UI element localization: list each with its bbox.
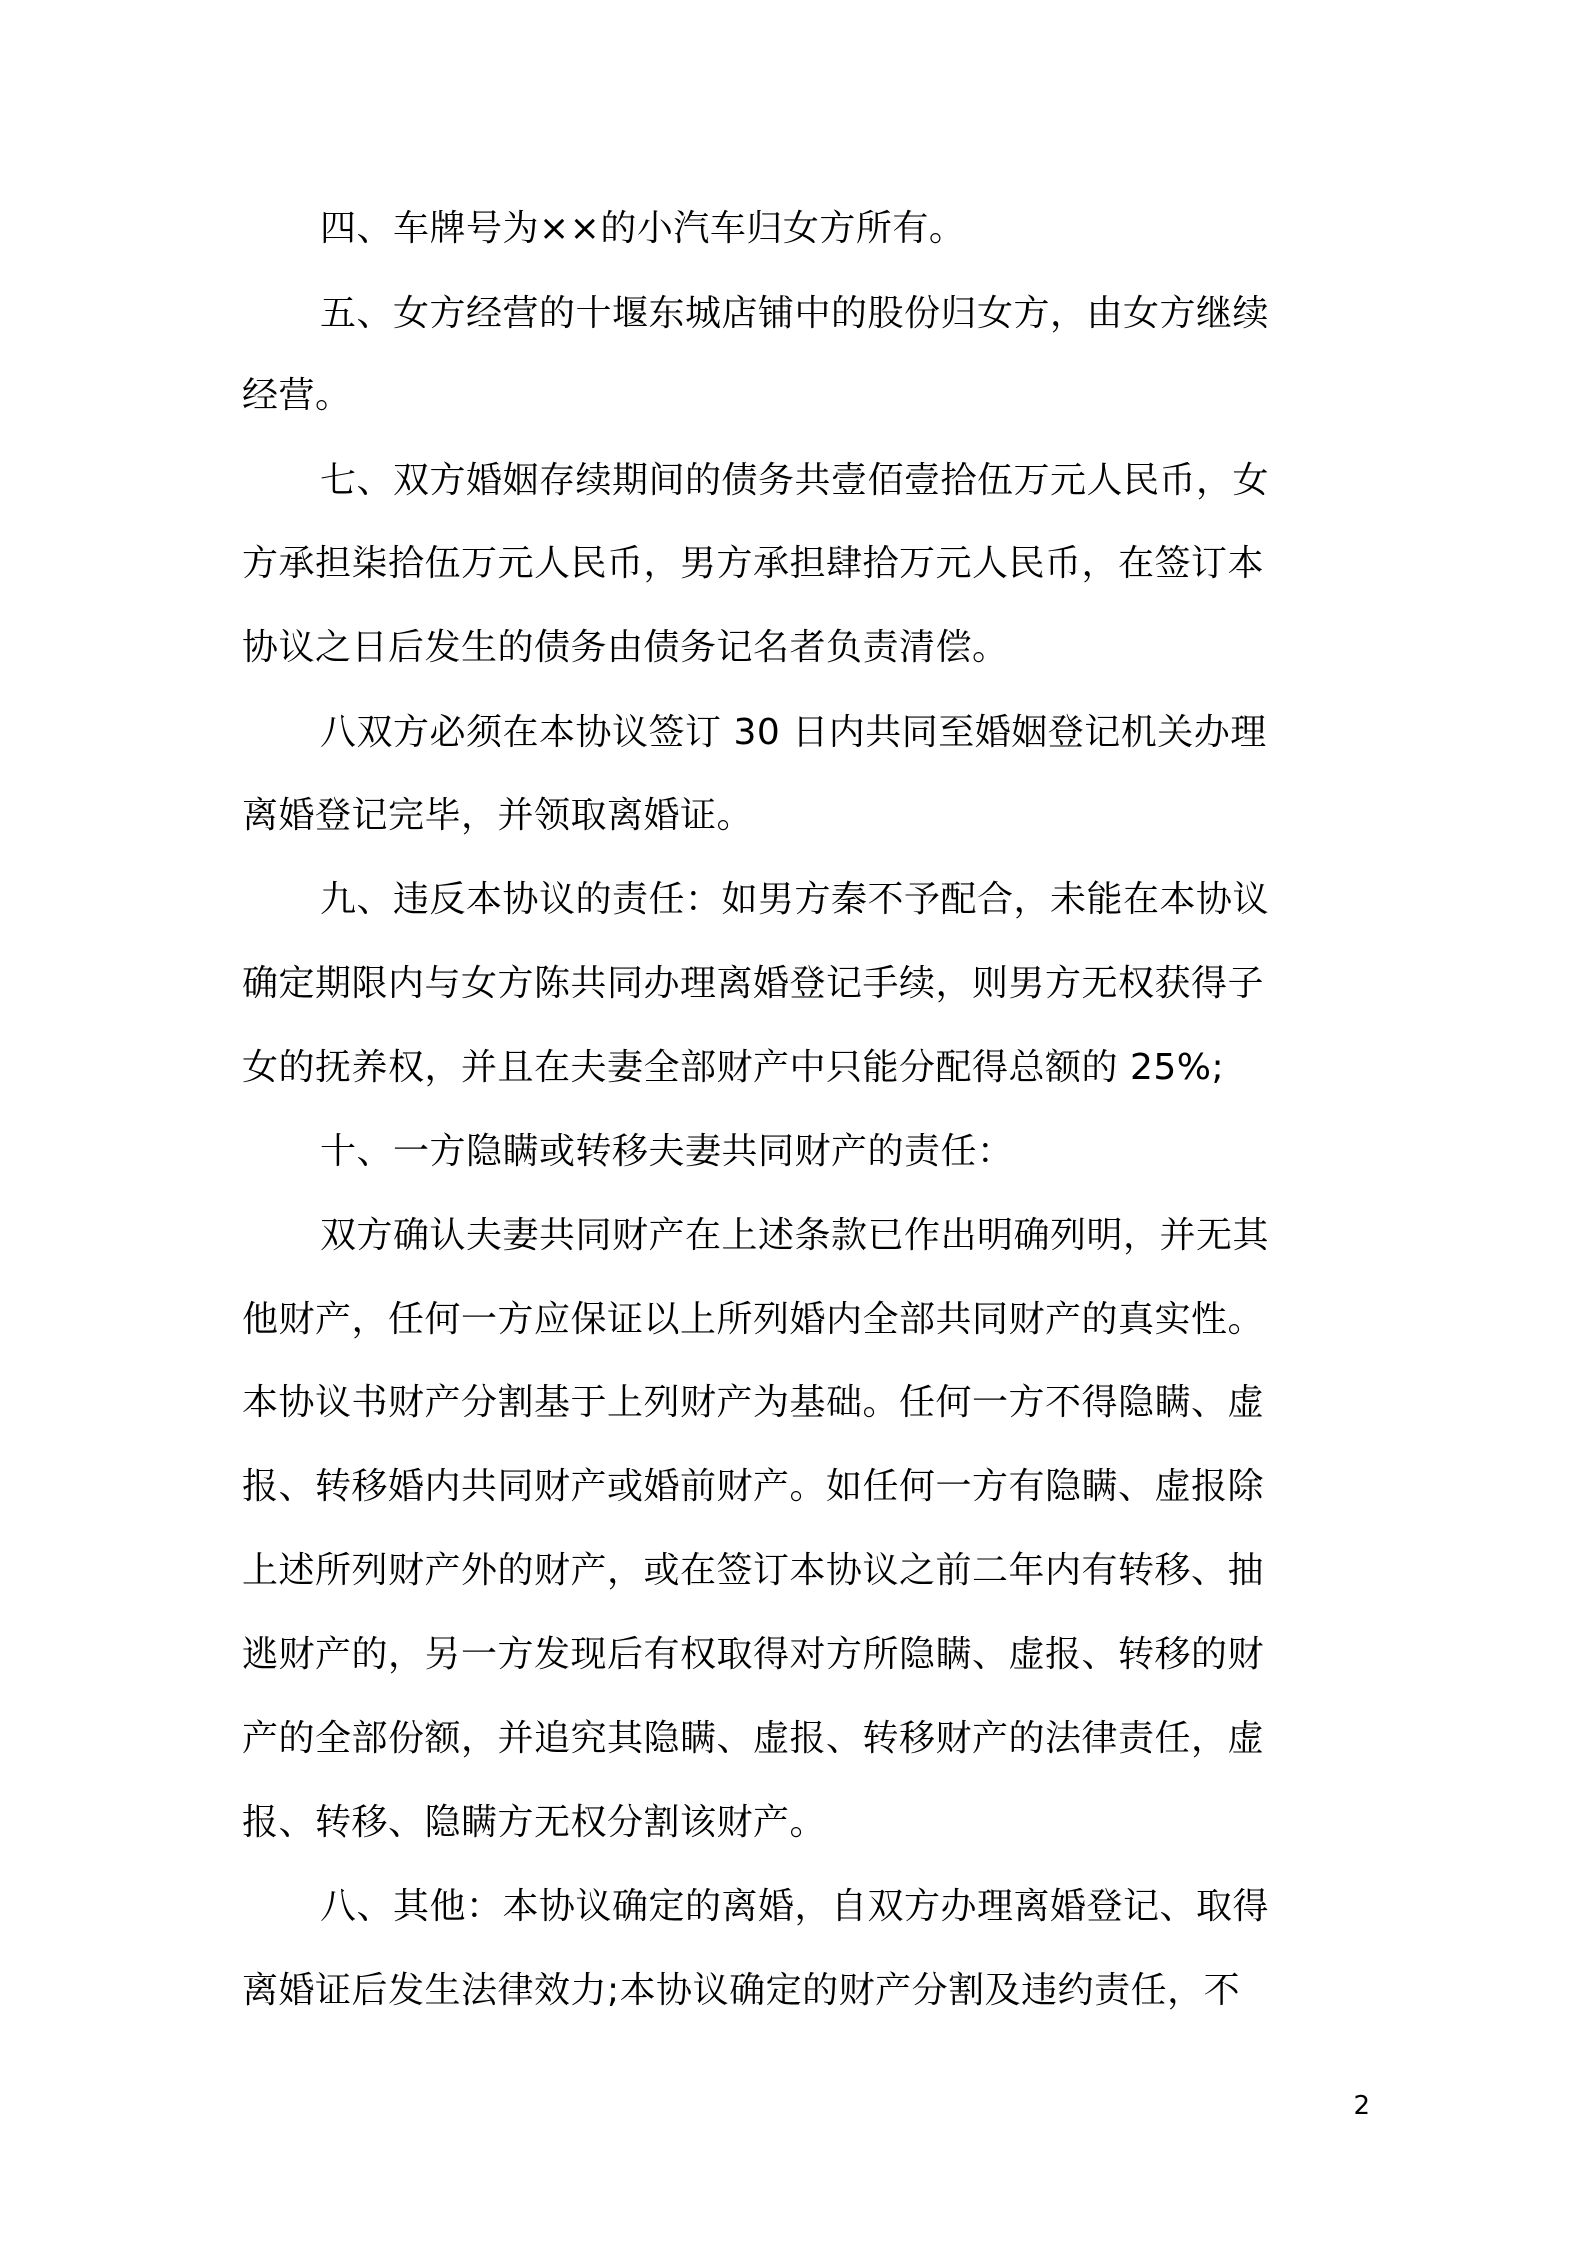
text-line: 上述所列财产外的财产，或在签订本协议之前二年内有转移、抽 <box>242 1550 1265 1591</box>
text-line: 本协议书财产分割基于上列财产为基础。任何一方不得隐瞒、虚 <box>242 1382 1265 1423</box>
text-line: 确定期限内与女方陈共同办理离婚登记手续，则男方无权获得子 <box>242 963 1265 1004</box>
text-line: 九、违反本协议的责任：如男方秦不予配合，未能在本协议 <box>320 879 1270 920</box>
page-number: 2 <box>1353 2091 1370 2121</box>
text-line: 五、女方经营的十堰东城店铺中的股份归女方，由女方继续 <box>320 293 1270 334</box>
text-line: 四、车牌号为××的小汽车归女方所有。 <box>320 208 966 249</box>
text-line: 离婚证后发生法律效力;本协议确定的财产分割及违约责任，不 <box>242 1970 1241 2011</box>
text-line: 逃财产的，另一方发现后有权取得对方所隐瞒、虚报、转移的财 <box>242 1634 1265 1675</box>
text-line: 离婚登记完毕，并领取离婚证。 <box>242 795 754 836</box>
text-line: 七、双方婚姻存续期间的债务共壹佰壹拾伍万元人民币，女 <box>320 460 1270 501</box>
text-line: 经营。 <box>242 375 352 416</box>
text-line: 女的抚养权，并且在夫妻全部财产中只能分配得总额的 25%; <box>242 1047 1225 1088</box>
text-line: 报、转移、隐瞒方无权分割该财产。 <box>242 1802 827 1843</box>
text-line: 方承担柒拾伍万元人民币，男方承担肆拾万元人民币，在签订本 <box>242 543 1265 584</box>
text-line: 八、其他：本协议确定的离婚，自双方办理离婚登记、取得 <box>320 1886 1270 1927</box>
text-line: 十、一方隐瞒或转移夫妻共同财产的责任： <box>320 1131 1014 1172</box>
text-line: 八双方必须在本协议签订 30 日内共同至婚姻登记机关办理 <box>320 712 1267 753</box>
text-line: 产的全部份额，并追究其隐瞒、虚报、转移财产的法律责任，虚 <box>242 1718 1265 1759</box>
text-line: 他财产，任何一方应保证以上所列婚内全部共同财产的真实性。 <box>242 1299 1265 1340</box>
text-line: 协议之日后发生的债务由债务记名者负责清偿。 <box>242 627 1009 668</box>
text-line: 双方确认夫妻共同财产在上述条款已作出明确列明，并无其 <box>320 1215 1270 1256</box>
text-line: 报、转移婚内共同财产或婚前财产。如任何一方有隐瞒、虚报除 <box>242 1466 1265 1507</box>
